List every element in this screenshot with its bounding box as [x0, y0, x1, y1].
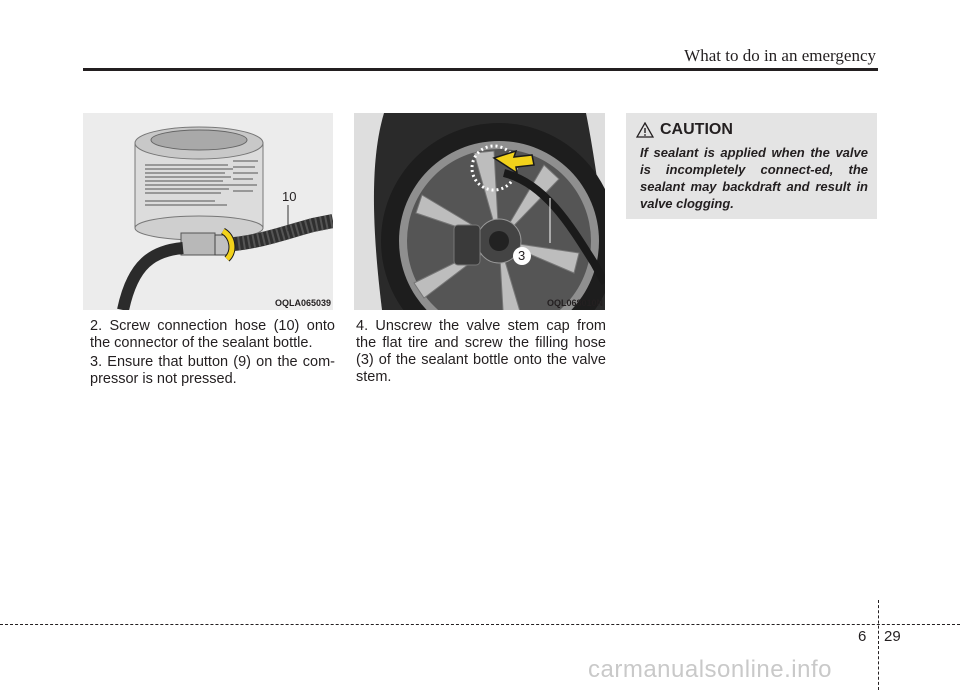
caution-box: [626, 113, 877, 219]
caution-title: CAUTION: [660, 121, 733, 138]
sealant-bottle-illustration: [83, 113, 333, 310]
header-title: What to do in an emergency: [684, 46, 876, 65]
warning-triangle-icon: [636, 122, 654, 138]
step-2: [90, 318, 335, 352]
step-text: Unscrew the valve stem cap from the flat tire and screw the filling hose (3) of the sealant bottle onto the valve stem.: [356, 318, 606, 385]
caution-header: [636, 121, 733, 139]
footer-divider: [878, 600, 879, 690]
step-text: Ensure that button (9) on the com-pressor is not pressed.: [90, 354, 336, 387]
step-number: 2.: [90, 318, 103, 334]
callout-hose-10: 10: [282, 189, 297, 204]
figure-wheel-valve: [354, 113, 605, 310]
step-text: Screw connection hose (10) onto the connector of the sealant bottle.: [90, 318, 335, 351]
wheel-illustration: [354, 113, 605, 310]
watermark: carmanualsonline.info: [588, 656, 832, 683]
step-3: [90, 354, 335, 388]
page-number: 29: [884, 628, 901, 645]
step-number: 3.: [90, 354, 103, 370]
figure-code: OQL068010N: [546, 298, 603, 308]
step-4: [356, 318, 606, 386]
footer-rule: [0, 624, 960, 625]
chapter-number: 6: [858, 628, 867, 645]
figure-code: OQLA065039: [274, 298, 331, 308]
figure-sealant-bottle: [83, 113, 333, 310]
caution-text: If sealant is applied when the valve is incompletely connect-ed, the sealant may backdraft and result in valve clogging.: [640, 145, 868, 211]
step-number: 4.: [356, 318, 369, 334]
callout-hose-3: 3: [518, 248, 526, 263]
header-rule: [83, 68, 878, 71]
